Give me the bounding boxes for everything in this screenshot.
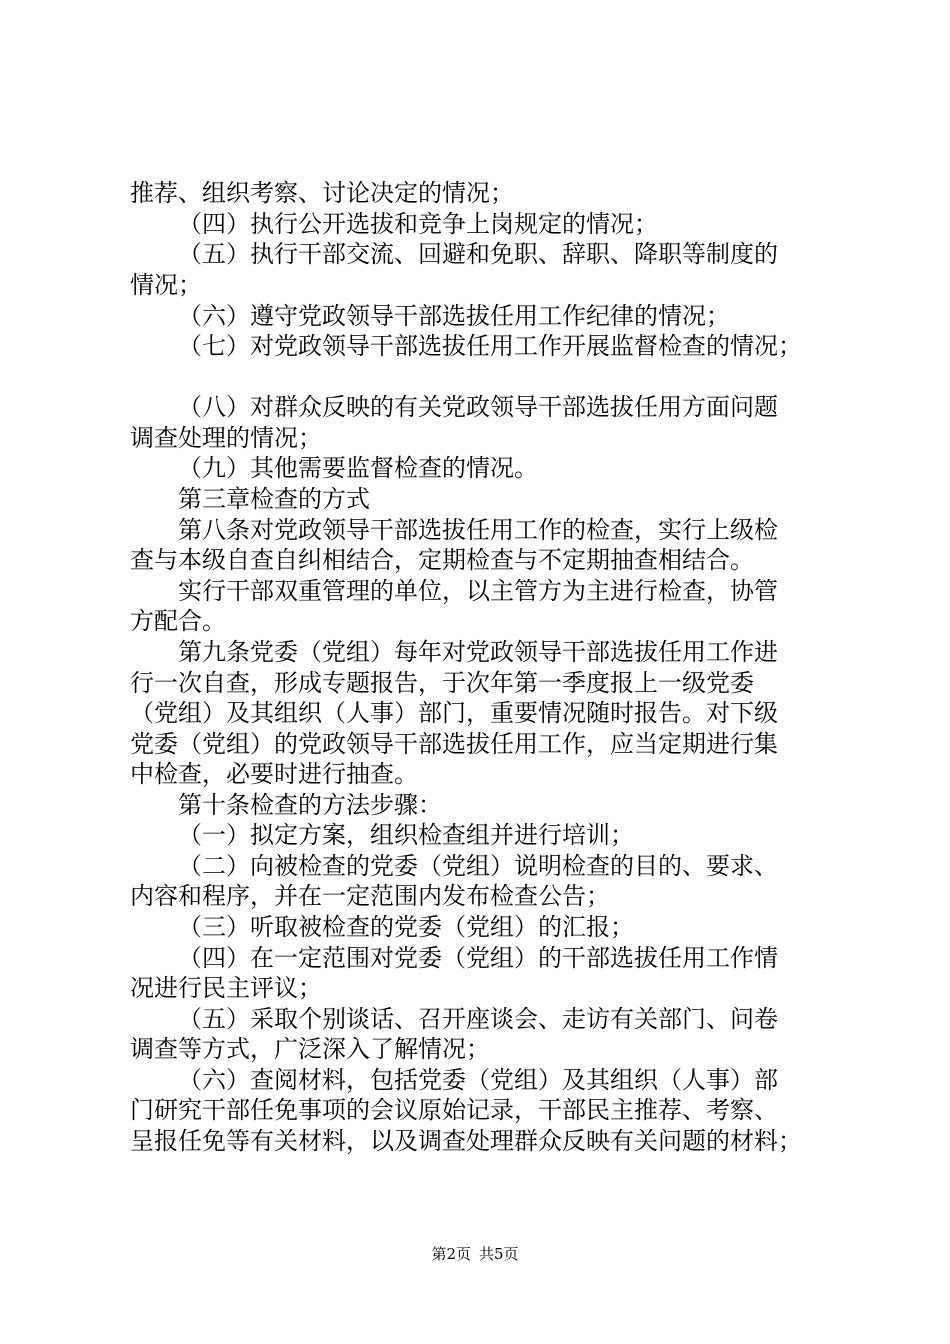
text-line: （二）向被检查的党委（党组）说明检查的目的、要求、 [178, 852, 778, 880]
text-line: 第九条党委（党组）每年对党政领导干部选拔任用工作进 [178, 638, 778, 666]
text-line: （五）采取个别谈话、召开座谈会、走访有关部门、问卷 [178, 1005, 778, 1033]
text-line: 调查等方式，广泛深入了解情况； [130, 1035, 490, 1063]
text-line: 中检查，必要时进行抽查。 [130, 760, 418, 788]
text-line: （六）查阅材料，包括党委（党组）及其组织（人事）部 [178, 1066, 778, 1094]
text-line: （五）执行干部交流、回避和免职、辞职、降职等制度的 [178, 240, 778, 268]
text-line: 推荐、组织考察、讨论决定的情况； [130, 179, 514, 207]
text-line: （一）拟定方案，组织检查组并进行培训； [178, 821, 634, 849]
text-line: 内容和程序，并在一定范围内发布检查公告； [130, 882, 610, 910]
text-line: 门研究干部任免事项的会议原始记录，干部民主推荐、考察、 [130, 1096, 778, 1124]
page-number: 第2页 [431, 1245, 471, 1263]
text-line: 第十条检查的方法步骤： [178, 791, 442, 819]
text-line: （党组）及其组织（人事）部门，重要情况随时报告。对下级 [130, 699, 778, 727]
text-line: （七）对党政领导干部选拔任用工作开展监督检查的情况； [178, 332, 802, 360]
text-line: 实行干部双重管理的单位，以主管方为主进行检查，协管 [178, 577, 778, 605]
text-line: 行一次自查，形成专题报告，于次年第一季度报上一级党委 [130, 669, 754, 697]
text-line: 况进行民主评议； [130, 974, 322, 1002]
text-line: 党委（党组）的党政领导干部选拔任用工作，应当定期进行集 [130, 730, 778, 758]
text-line: 查与本级自查自纠相结合，定期检查与不定期抽查相结合。 [130, 546, 754, 574]
page-total: 共5页 [479, 1245, 519, 1263]
text-line: （八）对群众反映的有关党政领导干部选拔任用方面问题 [178, 393, 778, 421]
text-line: （六）遵守党政领导干部选拔任用工作纪律的情况； [178, 302, 730, 330]
text-line: 方配合。 [130, 607, 226, 635]
text-line: 呈报任免等有关材料，以及调查处理群众反映有关问题的材料； [130, 1127, 802, 1155]
chapter-heading: 第三章检查的方式 [178, 485, 370, 513]
text-line: 调查处理的情况； [130, 424, 322, 452]
text-line: 第八条对党政领导干部选拔任用工作的检查，实行上级检 [178, 516, 778, 544]
page-footer [0, 1244, 950, 1264]
text-line: 情况； [130, 271, 202, 299]
text-line: （四）执行公开选拔和竞争上岗规定的情况； [178, 210, 658, 238]
text-line: （四）在一定范围对党委（党组）的干部选拔任用工作情 [178, 944, 778, 972]
text-line: （三）听取被检查的党委（党组）的汇报； [178, 913, 634, 941]
text-line: （九）其他需要监督检查的情况。 [178, 454, 538, 482]
